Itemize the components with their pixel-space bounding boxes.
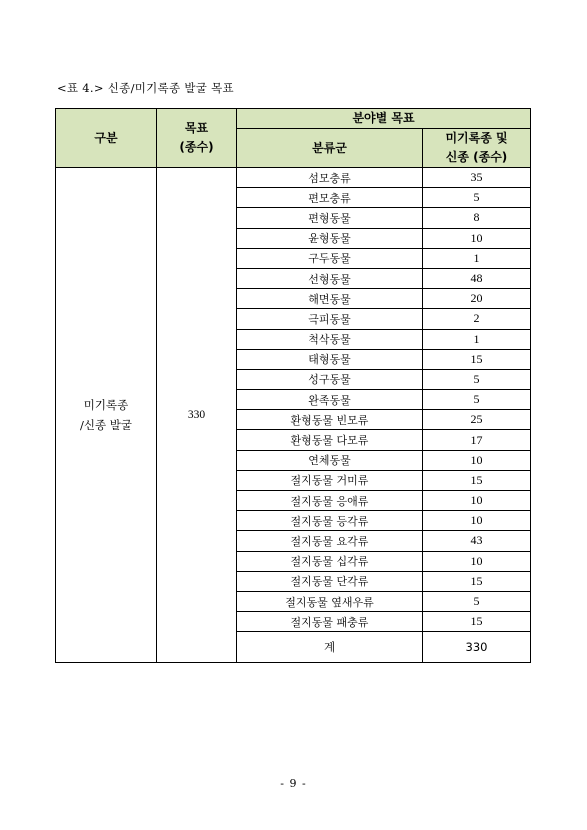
group-cell: 환형동물 다모류 xyxy=(237,430,423,450)
count-cell: 2 xyxy=(423,309,531,329)
header-species-line2: 신종 (종수) xyxy=(445,150,508,164)
header-field-target xyxy=(237,109,531,129)
count-cell: 10 xyxy=(423,228,531,248)
group-cell: 섬모충류 xyxy=(237,168,423,188)
count-cell: 20 xyxy=(423,289,531,309)
count-cell: 5 xyxy=(423,369,531,389)
group-cell: 절지동물 거미류 xyxy=(237,470,423,490)
header-target-line2: (종수) xyxy=(179,140,214,154)
group-cell: 절지동물 단각류 xyxy=(237,571,423,591)
header-category xyxy=(56,109,157,168)
page-number: - 9 - xyxy=(280,777,307,790)
count-cell: 15 xyxy=(423,349,531,369)
group-cell: 절지동물 등각류 xyxy=(237,511,423,531)
count-cell: 10 xyxy=(423,511,531,531)
count-cell: 8 xyxy=(423,208,531,228)
count-cell: 1 xyxy=(423,329,531,349)
count-cell: 43 xyxy=(423,531,531,551)
count-cell: 5 xyxy=(423,390,531,410)
group-cell: 완족동물 xyxy=(237,390,423,410)
group-cell: 구두동물 xyxy=(237,248,423,268)
group-cell: 환형동물 빈모류 xyxy=(237,410,423,430)
header-species-line1: 미기록종 및 xyxy=(445,131,508,145)
table-caption: <표 4.> 신종/미기록종 발굴 목표 xyxy=(57,81,234,95)
header-category-label: 구분 xyxy=(94,130,118,145)
category-line1: 미기록종 xyxy=(83,398,129,413)
group-cell: 선형동물 xyxy=(237,268,423,288)
group-cell: 절지동물 패충류 xyxy=(237,612,423,632)
group-cell: 태형동물 xyxy=(237,349,423,369)
group-cell: 극피동물 xyxy=(237,309,423,329)
count-cell: 15 xyxy=(423,612,531,632)
group-cell: 연체동물 xyxy=(237,450,423,470)
group-cell: 편형동물 xyxy=(237,208,423,228)
count-cell: 5 xyxy=(423,591,531,611)
header-target-line1: 목표 xyxy=(184,121,209,135)
count-cell: 10 xyxy=(423,551,531,571)
count-cell: 25 xyxy=(423,410,531,430)
count-cell: 1 xyxy=(423,248,531,268)
header-species-count xyxy=(423,129,531,168)
total-count: 330 xyxy=(423,632,531,663)
count-cell: 35 xyxy=(423,168,531,188)
group-cell: 절지동물 응애류 xyxy=(237,491,423,511)
header-group-label: 분류군 xyxy=(312,140,347,155)
group-cell: 윤형동물 xyxy=(237,228,423,248)
count-cell: 10 xyxy=(423,450,531,470)
species-target-table xyxy=(55,108,531,663)
total-label: 계 xyxy=(237,632,423,663)
group-cell: 해면동물 xyxy=(237,289,423,309)
group-cell: 절지동물 요각류 xyxy=(237,531,423,551)
count-cell: 48 xyxy=(423,268,531,288)
count-cell: 15 xyxy=(423,571,531,591)
category-line2: /신종 발굴 xyxy=(80,418,132,433)
category-cell xyxy=(56,168,157,663)
header-field-target-label: 분야별 목표 xyxy=(352,111,415,125)
header-group xyxy=(237,129,423,168)
header-target xyxy=(157,109,237,168)
count-cell: 10 xyxy=(423,491,531,511)
table-row xyxy=(56,168,531,188)
group-cell: 편모충류 xyxy=(237,188,423,208)
group-cell: 절지동물 십각류 xyxy=(237,551,423,571)
table-body xyxy=(56,168,531,663)
group-cell: 절지동물 옆새우류 xyxy=(237,591,423,611)
group-cell: 척삭동물 xyxy=(237,329,423,349)
count-cell: 17 xyxy=(423,430,531,450)
count-cell: 15 xyxy=(423,470,531,490)
group-cell: 성구동물 xyxy=(237,369,423,389)
count-cell: 5 xyxy=(423,188,531,208)
target-cell: 330 xyxy=(157,168,237,663)
